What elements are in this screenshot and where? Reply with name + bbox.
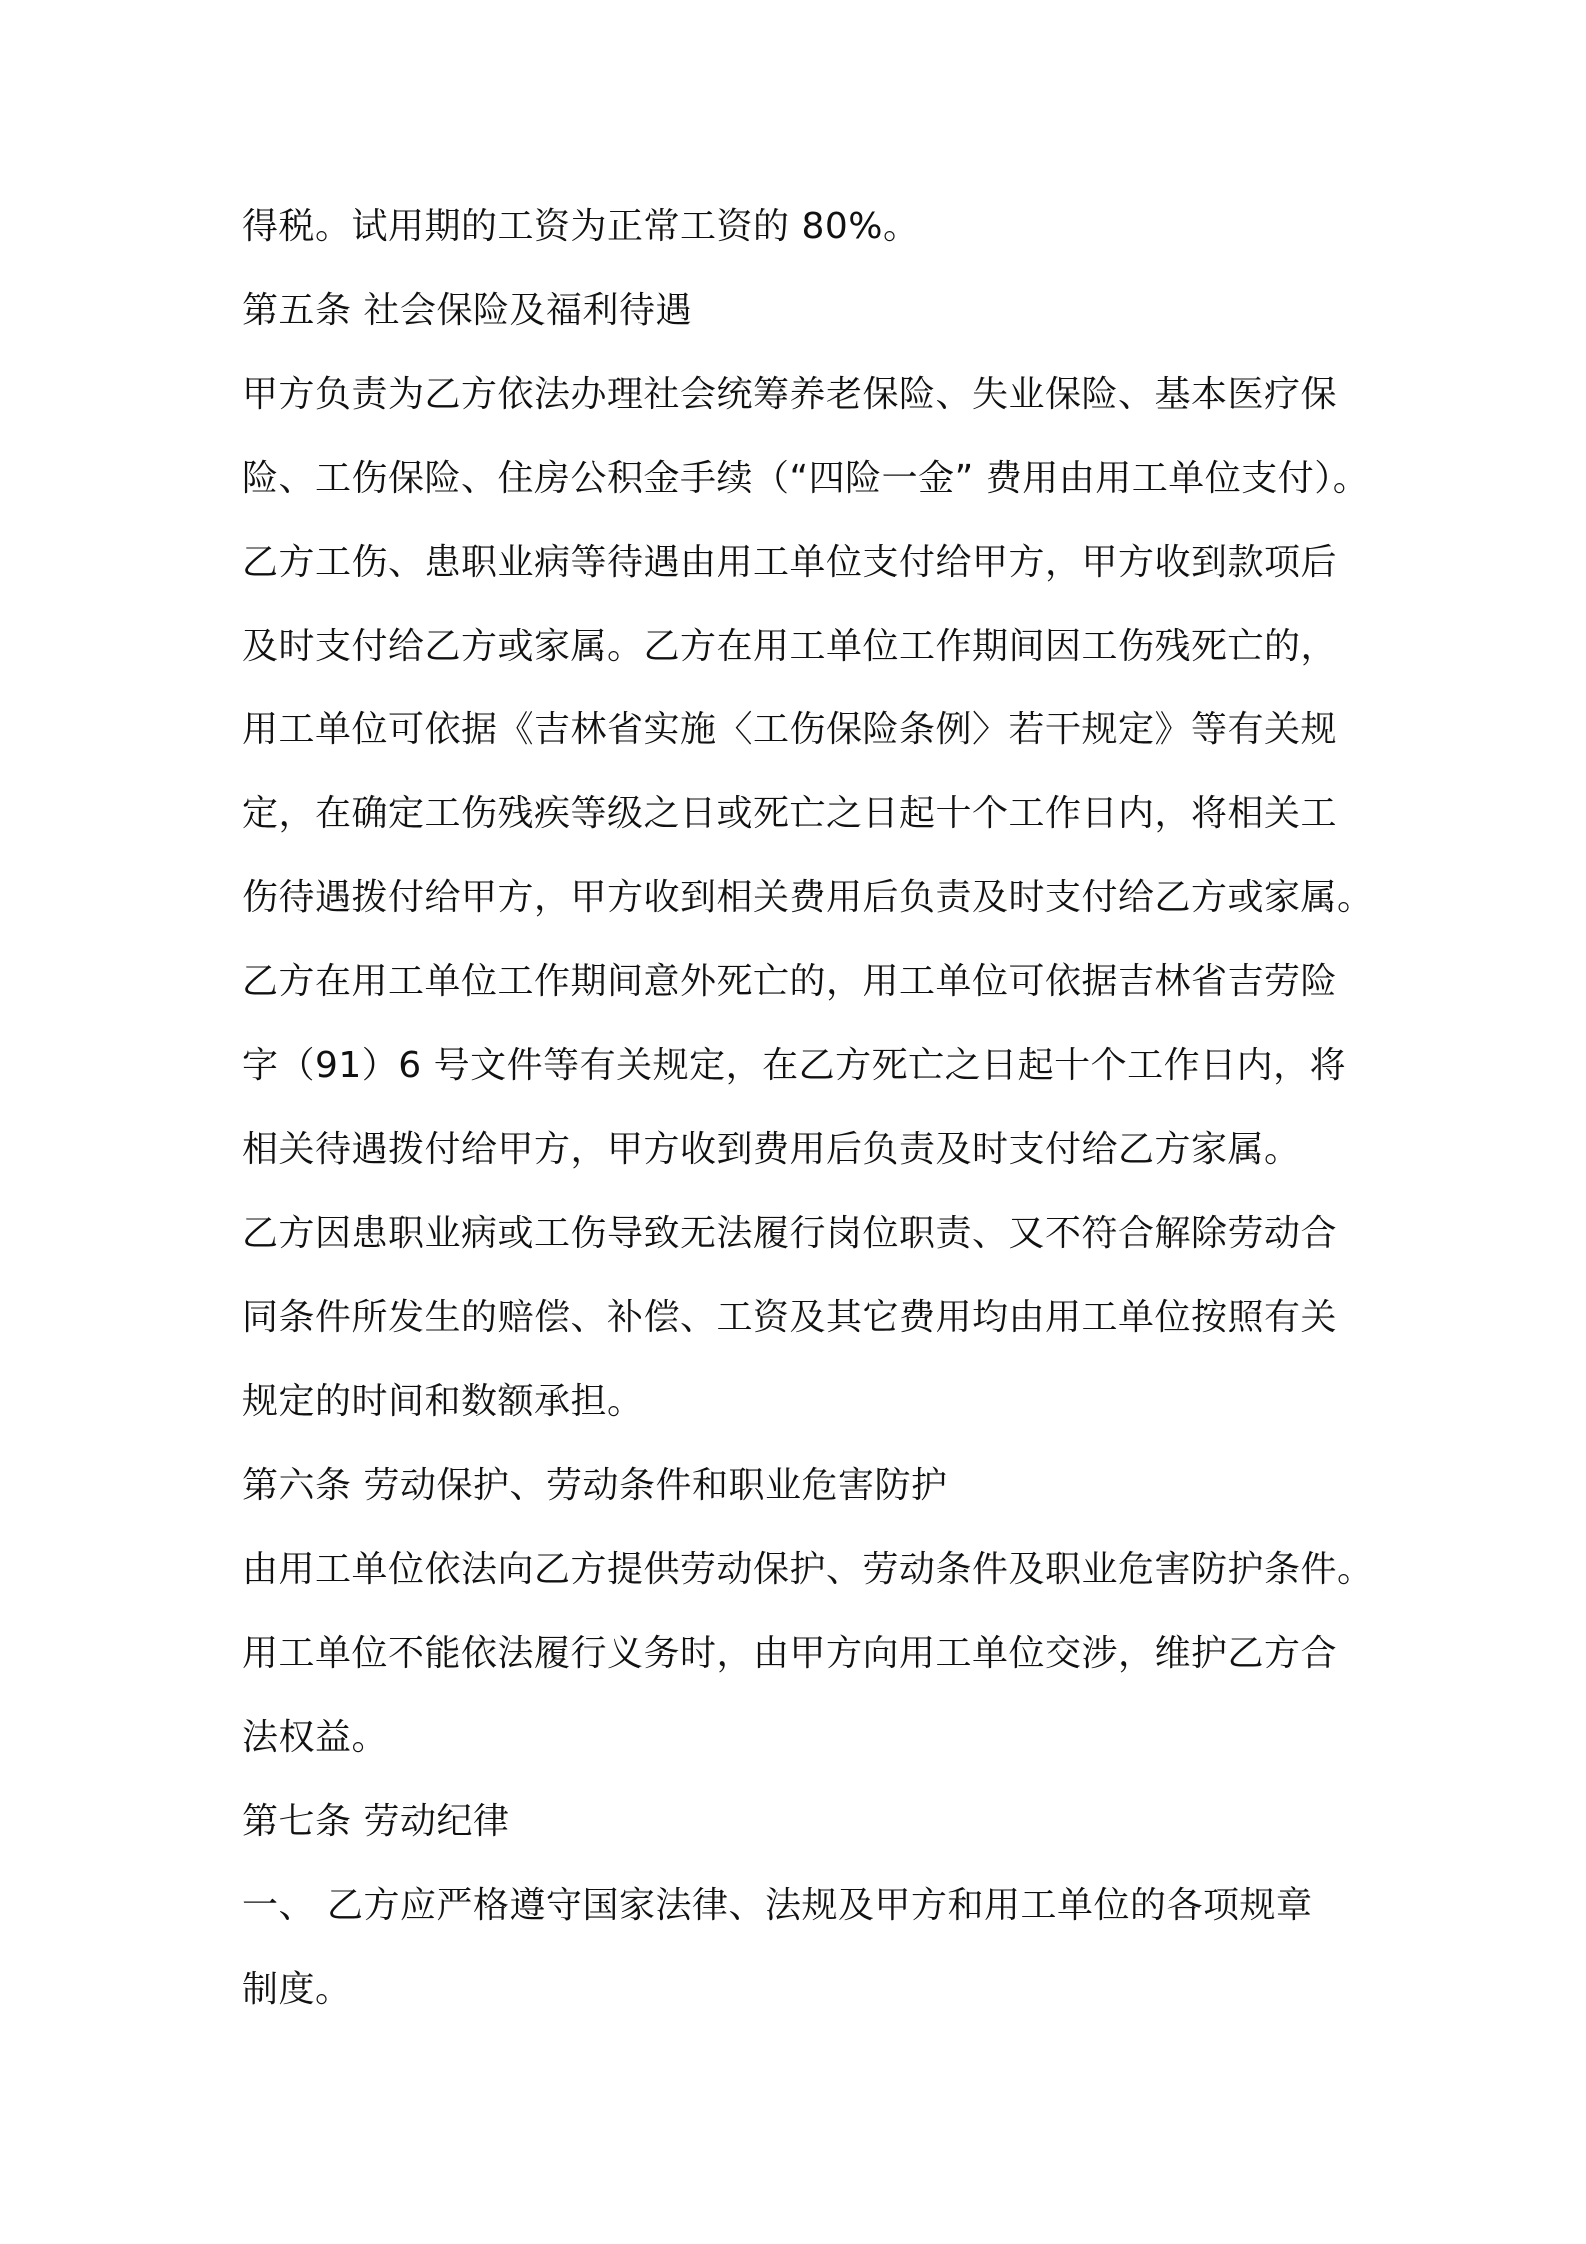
text-line: 及时支付给乙方或家属。乙方在用工单位工作期间因工伤残死亡的，	[242, 626, 1338, 667]
text-line: 乙方在用工单位工作期间意外死亡的，用工单位可依据吉林省吉劳险	[242, 961, 1338, 1002]
text-line: 由用工单位依法向乙方提供劳动保护、劳动条件及职业危害防护条件。	[242, 1549, 1374, 1590]
text-line: 同条件所发生的赔偿、补偿、工资及其它费用均由用工单位按照有关	[242, 1297, 1338, 1338]
section-heading-5: 第五条 社会保险及福利待遇	[242, 290, 692, 331]
text-line: 乙方工伤、患职业病等待遇由用工单位支付给甲方，甲方收到款项后	[242, 542, 1338, 583]
section-heading-7: 第七条 劳动纪律	[242, 1801, 510, 1842]
text-line: 制度。	[242, 1969, 352, 2010]
text-line: 用工单位不能依法履行义务时，由甲方向用工单位交涉，维护乙方合	[242, 1633, 1338, 1674]
text-line: 乙方因患职业病或工伤导致无法履行岗位职责、又不符合解除劳动合	[242, 1213, 1338, 1254]
text-line: 规定的时间和数额承担。	[242, 1381, 644, 1422]
text-line: 伤待遇拨付给甲方，甲方收到相关费用后负责及时支付给乙方或家属。	[242, 877, 1374, 918]
text-line: 定，在确定工伤残疾等级之日或死亡之日起十个工作日内，将相关工	[242, 793, 1338, 834]
text-line: 相关待遇拨付给甲方，甲方收到费用后负责及时支付给乙方家属。	[242, 1129, 1301, 1170]
text-line: 一、 乙方应严格遵守国家法律、法规及甲方和用工单位的各项规章	[242, 1885, 1313, 1926]
text-line: 用工单位可依据《吉林省实施〈工伤保险条例〉若干规定》等有关规	[242, 709, 1338, 750]
text-line: 得税。试用期的工资为正常工资的 80%。	[242, 206, 920, 247]
text-line: 险、工伤保险、住房公积金手续（“四险一金” 费用由用工单位支付）。	[242, 458, 1370, 499]
section-heading-6: 第六条 劳动保护、劳动条件和职业危害防护	[242, 1465, 948, 1506]
text-line: 甲方负责为乙方依法办理社会统筹养老保险、失业保险、基本医疗保	[242, 374, 1338, 415]
text-line: 法权益。	[242, 1717, 389, 1758]
text-line: 字（91）6 号文件等有关规定，在乙方死亡之日起十个工作日内，将	[242, 1045, 1347, 1086]
